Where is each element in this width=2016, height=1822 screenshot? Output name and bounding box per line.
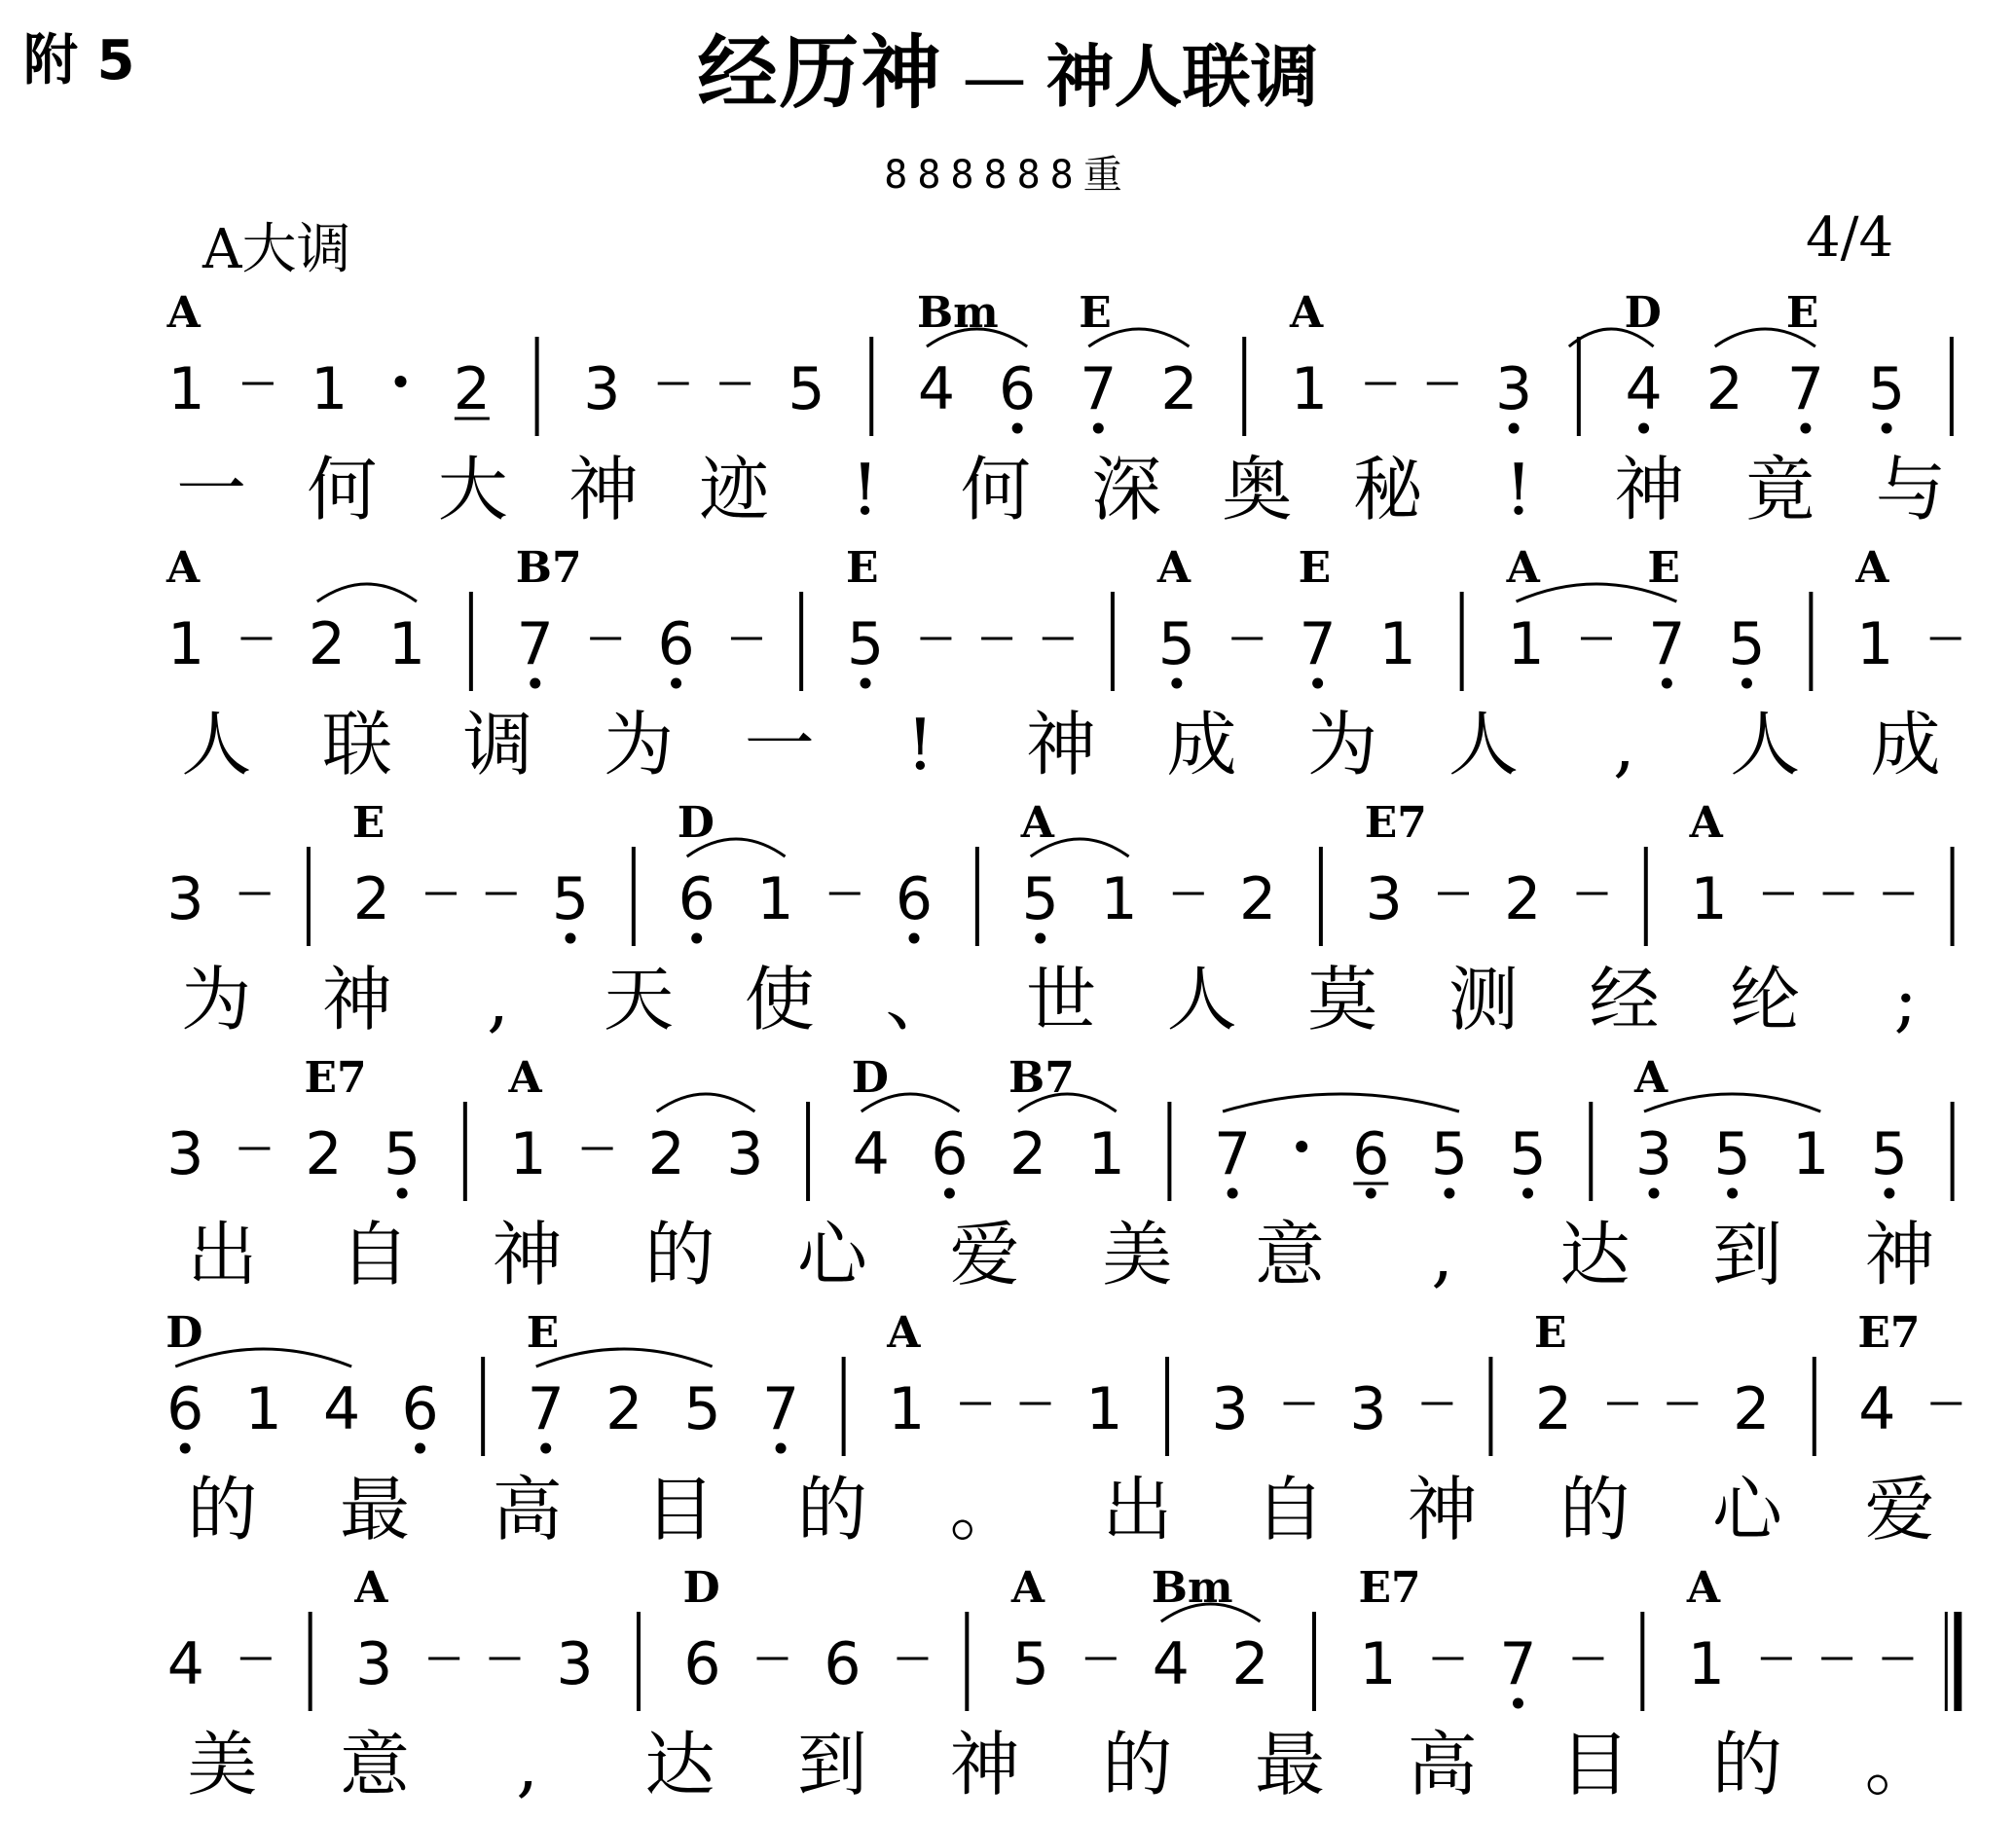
note-digit: 2	[1231, 1630, 1269, 1698]
note-digit: 1	[888, 1375, 926, 1443]
lyric-char: 心	[796, 1214, 868, 1295]
note-digit: 5	[1713, 1120, 1751, 1188]
note-digit: 7	[516, 610, 554, 678]
low-octave-dot	[540, 1443, 551, 1454]
chord-symbol: A	[166, 543, 201, 593]
lyric-char: 秘	[1352, 449, 1423, 530]
chord-symbol: D	[1624, 288, 1662, 338]
lyric-char: 大	[437, 449, 508, 530]
lyric-char: 意	[1254, 1214, 1326, 1295]
chord-symbol: E7	[1857, 1308, 1921, 1358]
low-octave-dot	[861, 678, 871, 689]
lyric-char: 纶	[1730, 959, 1801, 1040]
lyric-char: 奥	[1222, 449, 1293, 530]
note-digit: 7	[1499, 1630, 1537, 1698]
note-digit: 1	[1085, 1375, 1123, 1443]
note-digit: 1	[1100, 865, 1138, 933]
note-digit: 3	[1634, 1120, 1673, 1188]
lyric-char: 神	[949, 1724, 1020, 1805]
low-octave-dot	[1093, 423, 1104, 434]
lyric-char: 调	[462, 704, 533, 785]
lyric-char: 的	[1711, 1724, 1783, 1805]
lyric-char: 的	[187, 1469, 258, 1550]
note-digit: 1	[1856, 610, 1894, 678]
lyric-char: 。	[1864, 1724, 1935, 1805]
lyric-char: 自	[339, 1214, 411, 1295]
lyric-char: 神	[492, 1214, 563, 1295]
note-digit: 2	[352, 865, 390, 933]
lyric-char: 联	[321, 704, 392, 785]
note-digit: 1	[166, 610, 205, 678]
lyric-char: 到	[1711, 1214, 1783, 1295]
lyric-char: !	[905, 704, 935, 785]
low-octave-dot	[944, 1188, 955, 1199]
lyric-char: 人	[1730, 704, 1801, 785]
chord-symbol: Bm	[916, 288, 999, 338]
note-digit: 6	[824, 1630, 861, 1698]
note-digit: 7	[1648, 610, 1686, 678]
note-digit: 2	[453, 355, 491, 423]
lyric-char: 莫	[1307, 959, 1378, 1040]
low-octave-dot	[1800, 423, 1811, 434]
chord-symbol: E	[846, 543, 879, 593]
note-digit: 7	[1080, 355, 1118, 423]
lyric-char: 高	[492, 1469, 563, 1550]
note-digit: 2	[1733, 1375, 1771, 1443]
chord-symbol: E	[1298, 543, 1332, 593]
meter-label: 888888重	[884, 153, 1132, 198]
chord-symbol: A	[1020, 798, 1054, 848]
low-octave-dot	[1741, 678, 1752, 689]
chord-symbol: A	[166, 288, 201, 338]
lyric-char: 达	[644, 1724, 715, 1805]
note-digit: 5	[1430, 1120, 1469, 1188]
title-dash: —	[962, 41, 1027, 116]
low-octave-dot	[1171, 678, 1182, 689]
note-digit: 2	[1504, 865, 1542, 933]
lyric-char: 的	[644, 1214, 715, 1295]
lyric-char: 为	[604, 704, 675, 785]
note-digit: 1	[1359, 1630, 1397, 1698]
chord-symbol: A	[1855, 543, 1889, 593]
note-digit: 5	[1157, 610, 1195, 678]
lyric-char: 出	[1102, 1469, 1173, 1550]
lyric-char: 。	[949, 1469, 1020, 1550]
slur-arc	[657, 1094, 755, 1111]
lyric-char: 最	[1254, 1724, 1326, 1805]
low-octave-dot	[1662, 678, 1672, 689]
note-digit: 1	[1687, 1630, 1725, 1698]
hymn-title-main: 经历神	[697, 27, 943, 120]
chord-symbol: E7	[1364, 798, 1427, 848]
note-digit: 6	[999, 355, 1037, 423]
lyric-char: ,	[1431, 1214, 1454, 1295]
lyric-char: ,	[487, 959, 509, 1040]
note-digit: 7	[1786, 355, 1825, 423]
lyric-char: 最	[339, 1469, 411, 1550]
note-digit: 4	[852, 1120, 890, 1188]
note-digit: 4	[323, 1375, 361, 1443]
chord-symbol: E	[1533, 1308, 1567, 1358]
lyric-char: 为	[1307, 704, 1378, 785]
note-digit: 1	[756, 865, 794, 933]
lyric-char: 成	[1870, 704, 1941, 785]
lyric-char: 测	[1448, 959, 1519, 1040]
note-digit: 3	[166, 865, 204, 933]
note-digit: 1	[167, 355, 205, 423]
low-octave-dot	[1727, 1188, 1738, 1199]
lyric-char: 美	[1102, 1214, 1173, 1295]
lyric-char: 人	[181, 704, 252, 785]
note-digit: 5	[683, 1375, 721, 1443]
lyric-char: !	[1504, 449, 1533, 530]
low-octave-dot	[1513, 1698, 1523, 1709]
low-octave-dot	[776, 1443, 787, 1454]
lyric-char: 天	[604, 959, 675, 1040]
lyric-char: 迹	[699, 449, 770, 530]
chord-symbol: D	[165, 1308, 203, 1358]
lyric-char: 人	[1448, 704, 1519, 785]
chord-symbol: A	[1289, 288, 1324, 338]
note-digit: 2	[1160, 355, 1198, 423]
note-digit: 7	[761, 1375, 800, 1443]
lyric-char: 自	[1254, 1469, 1326, 1550]
note-digit: 1	[1792, 1120, 1830, 1188]
lyric-char: 爱	[949, 1214, 1020, 1295]
lyric-char: 意	[339, 1724, 411, 1805]
chord-symbol: B7	[1008, 1053, 1075, 1103]
note-digit: 3	[583, 355, 621, 423]
key-signature: A大调	[202, 218, 351, 281]
low-octave-dot	[1884, 1188, 1894, 1199]
note-digit: 6	[1352, 1120, 1390, 1188]
chord-symbol: Bm	[1151, 1563, 1233, 1613]
note-digit: 2	[308, 610, 346, 678]
chord-symbol: E	[526, 1308, 560, 1358]
low-octave-dot	[1312, 678, 1323, 689]
lyric-char: 人	[1166, 959, 1237, 1040]
low-octave-dot	[1509, 423, 1520, 434]
lyric-char: 何	[307, 449, 378, 530]
low-octave-dot	[397, 1188, 408, 1199]
lyric-char: 出	[187, 1214, 258, 1295]
lyric-char: 、	[885, 959, 956, 1040]
note-digit: 5	[788, 355, 825, 423]
lyric-char: 达	[1559, 1214, 1631, 1295]
chord-symbol: A	[1010, 1563, 1045, 1613]
note-digit: 3	[355, 1630, 393, 1698]
chord-symbol: A	[354, 1563, 388, 1613]
augmentation-dot	[1296, 1141, 1307, 1152]
lyric-char: 的	[796, 1469, 868, 1550]
note-digit: 5	[1728, 610, 1766, 678]
lyric-char: ;	[1893, 959, 1918, 1040]
chord-symbol: E	[1079, 288, 1112, 338]
lyric-char: 的	[1559, 1469, 1631, 1550]
low-octave-dot	[909, 933, 920, 944]
low-octave-dot	[565, 933, 575, 944]
low-octave-dot	[1035, 933, 1045, 944]
chord-symbol: D	[677, 798, 715, 848]
lyric-char: ,	[1613, 704, 1635, 785]
chord-symbol: E	[1785, 288, 1819, 338]
slur-arc	[1644, 1094, 1820, 1111]
chord-symbol: E	[351, 798, 385, 848]
lyric-char: 目	[1559, 1724, 1631, 1805]
chord-symbol: A	[1633, 1053, 1668, 1103]
note-digit: 4	[1625, 355, 1663, 423]
low-octave-dot	[691, 933, 702, 944]
lyric-char: 世	[1025, 959, 1097, 1040]
chord-symbol: E7	[304, 1053, 367, 1103]
low-octave-dot	[1882, 423, 1892, 434]
chord-symbol: A	[1686, 1563, 1720, 1613]
note-digit: 1	[1087, 1120, 1125, 1188]
note-digit: 6	[895, 865, 934, 933]
low-octave-dot	[671, 678, 681, 689]
chord-symbol: A	[887, 1308, 921, 1358]
note-digit: 2	[1008, 1120, 1047, 1188]
note-digit: 3	[1494, 355, 1533, 423]
lyric-char: 爱	[1864, 1469, 1935, 1550]
slur-arc	[1223, 1094, 1459, 1111]
chord-symbol: A	[1689, 798, 1723, 848]
low-octave-dot	[1648, 1188, 1659, 1199]
note-digit: 4	[166, 1630, 204, 1698]
hymn-number-label: 附 5	[23, 29, 135, 92]
lyric-char: 美	[187, 1724, 258, 1805]
lyric-char: 到	[796, 1724, 868, 1805]
note-digit: 1	[1690, 865, 1728, 933]
note-digit: 2	[647, 1120, 685, 1188]
lyric-char: 神	[1025, 704, 1097, 785]
note-digit: 2	[1534, 1375, 1573, 1443]
note-digit: 4	[1152, 1630, 1190, 1698]
note-digit: 3	[1365, 865, 1403, 933]
low-octave-dot	[1012, 423, 1023, 434]
note-digit: 1	[387, 610, 426, 678]
note-digit: 3	[1349, 1375, 1387, 1443]
note-digit: 6	[401, 1375, 439, 1443]
note-digit: 5	[846, 610, 885, 678]
note-digit: 7	[527, 1375, 565, 1443]
lyric-char: 心	[1711, 1469, 1783, 1550]
lyric-char: 神	[1864, 1214, 1935, 1295]
low-octave-dot	[1366, 1188, 1376, 1199]
note-digit: 3	[726, 1120, 764, 1188]
note-digit: 5	[551, 865, 590, 933]
lyric-char: 一	[176, 449, 247, 530]
lyric-char: 高	[1407, 1724, 1478, 1805]
note-digit: 1	[509, 1120, 547, 1188]
note-digit: 6	[678, 865, 715, 933]
lyric-char: ,	[516, 1724, 539, 1805]
note-digit: 2	[605, 1375, 643, 1443]
chord-symbol: A	[1506, 543, 1540, 593]
chord-symbol: E7	[1358, 1563, 1421, 1613]
note-digit: 1	[311, 355, 348, 423]
lyric-char: 一	[744, 704, 815, 785]
note-digit: 5	[384, 1120, 422, 1188]
lyric-char: 使	[744, 959, 815, 1040]
lyric-char: 目	[644, 1469, 715, 1550]
lyric-char: !	[851, 449, 880, 530]
hymn-title-sub: 神人联调	[1045, 37, 1319, 117]
time-signature: 4/4	[1806, 206, 1894, 270]
lyric-char: 神	[321, 959, 392, 1040]
note-digit: 7	[1214, 1120, 1252, 1188]
chord-symbol: A	[508, 1053, 542, 1103]
note-digit: 5	[1870, 1120, 1908, 1188]
note-digit: 1	[1290, 355, 1329, 423]
low-octave-dot	[1228, 1188, 1238, 1199]
lyric-char: 何	[960, 449, 1031, 530]
chord-symbol: D	[682, 1563, 720, 1613]
note-digit: 6	[166, 1375, 204, 1443]
note-digit: 4	[1858, 1375, 1896, 1443]
lyric-char: 经	[1589, 959, 1660, 1040]
lyric-char: 成	[1166, 704, 1237, 785]
lyric-char: 为	[181, 959, 252, 1040]
low-octave-dot	[530, 678, 540, 689]
chord-symbol: D	[851, 1053, 889, 1103]
note-digit: 6	[683, 1630, 721, 1698]
chord-symbol: B7	[515, 543, 582, 593]
note-digit: 3	[166, 1120, 204, 1188]
note-digit: 2	[1705, 355, 1743, 423]
low-octave-dot	[415, 1443, 425, 1454]
note-digit: 5	[1509, 1120, 1547, 1188]
low-octave-dot	[1638, 423, 1649, 434]
note-digit: 3	[556, 1630, 594, 1698]
note-digit: 6	[931, 1120, 969, 1188]
note-digit: 4	[917, 355, 956, 423]
note-digit: 1	[244, 1375, 282, 1443]
low-octave-dot	[1522, 1188, 1533, 1199]
chord-symbol: E	[1647, 543, 1680, 593]
note-digit: 5	[1021, 865, 1059, 933]
augmentation-dot	[395, 376, 407, 387]
lyric-char: 与	[1875, 449, 1946, 530]
note-digit: 5	[1867, 355, 1906, 423]
note-digit: 1	[1507, 610, 1545, 678]
low-octave-dot	[1444, 1188, 1454, 1199]
low-octave-dot	[180, 1443, 191, 1454]
slur-arc	[536, 1349, 713, 1366]
note-digit: 5	[1011, 1630, 1049, 1698]
chord-symbol: A	[1156, 543, 1191, 593]
note-digit: 6	[657, 610, 695, 678]
note-digit: 1	[1378, 610, 1416, 678]
note-digit: 7	[1299, 610, 1337, 678]
note-digit: 2	[1238, 865, 1277, 933]
lyric-char: 神	[568, 449, 640, 530]
slur-arc	[317, 584, 417, 601]
lyric-char: 深	[1091, 449, 1162, 530]
lyric-char: 的	[1102, 1724, 1173, 1805]
lyric-char: 神	[1407, 1469, 1478, 1550]
lyric-char: 竟	[1744, 449, 1815, 530]
note-digit: 3	[1211, 1375, 1249, 1443]
lyric-char: 神	[1614, 449, 1685, 530]
note-digit: 2	[305, 1120, 343, 1188]
